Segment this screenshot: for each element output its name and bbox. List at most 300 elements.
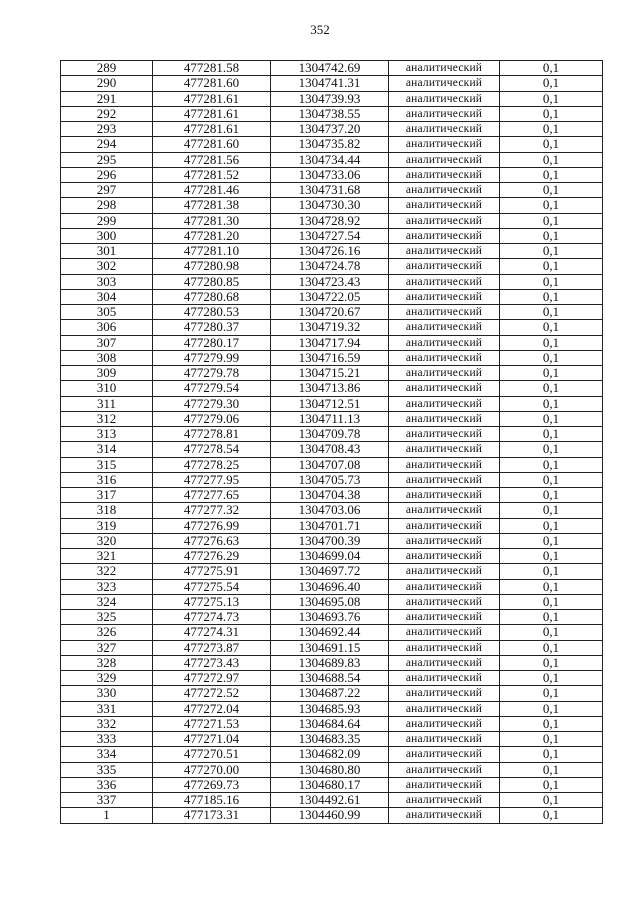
point-number-cell: 290: [61, 76, 153, 91]
x-coordinate-cell: 477281.56: [153, 152, 271, 167]
point-number-cell: 325: [61, 610, 153, 625]
point-number-cell: 317: [61, 488, 153, 503]
x-coordinate-cell: 477281.30: [153, 213, 271, 228]
table-row: [61, 91, 603, 106]
y-coordinate-cell: 1304492.61: [271, 793, 389, 808]
point-number-cell: 313: [61, 427, 153, 442]
y-coordinate-cell: 1304739.93: [271, 91, 389, 106]
point-number-cell: 337: [61, 793, 153, 808]
method-cell: аналитический: [389, 777, 500, 792]
table-row: [61, 808, 603, 823]
accuracy-cell: 0,1: [500, 716, 603, 731]
x-coordinate-cell: 477276.63: [153, 533, 271, 548]
point-number-cell: 306: [61, 320, 153, 335]
y-coordinate-cell: 1304734.44: [271, 152, 389, 167]
y-coordinate-cell: 1304728.92: [271, 213, 389, 228]
accuracy-cell: 0,1: [500, 442, 603, 457]
x-coordinate-cell: 477280.68: [153, 289, 271, 304]
y-coordinate-cell: 1304713.86: [271, 381, 389, 396]
table-row: [61, 320, 603, 335]
table-row: [61, 671, 603, 686]
method-cell: аналитический: [389, 686, 500, 701]
accuracy-cell: 0,1: [500, 427, 603, 442]
accuracy-cell: 0,1: [500, 411, 603, 426]
table-row: [61, 61, 603, 76]
x-coordinate-cell: 477279.99: [153, 350, 271, 365]
y-coordinate-cell: 1304699.04: [271, 549, 389, 564]
x-coordinate-cell: 477281.10: [153, 244, 271, 259]
y-coordinate-cell: 1304692.44: [271, 625, 389, 640]
method-cell: аналитический: [389, 564, 500, 579]
point-number-cell: 322: [61, 564, 153, 579]
y-coordinate-cell: 1304696.40: [271, 579, 389, 594]
y-coordinate-cell: 1304719.32: [271, 320, 389, 335]
table-row: [61, 594, 603, 609]
table-row: [61, 472, 603, 487]
table-row: [61, 549, 603, 564]
table-row: [61, 244, 603, 259]
method-cell: аналитический: [389, 61, 500, 76]
method-cell: аналитический: [389, 747, 500, 762]
point-number-cell: 305: [61, 305, 153, 320]
method-cell: аналитический: [389, 76, 500, 91]
accuracy-cell: 0,1: [500, 640, 603, 655]
accuracy-cell: 0,1: [500, 305, 603, 320]
table-row: [61, 213, 603, 228]
y-coordinate-cell: 1304685.93: [271, 701, 389, 716]
x-coordinate-cell: 477273.87: [153, 640, 271, 655]
coordinates-table: [60, 60, 603, 824]
method-cell: аналитический: [389, 335, 500, 350]
accuracy-cell: 0,1: [500, 686, 603, 701]
point-number-cell: 324: [61, 594, 153, 609]
method-cell: аналитический: [389, 625, 500, 640]
point-number-cell: 331: [61, 701, 153, 716]
x-coordinate-cell: 477275.13: [153, 594, 271, 609]
x-coordinate-cell: 477278.25: [153, 457, 271, 472]
accuracy-cell: 0,1: [500, 701, 603, 716]
x-coordinate-cell: 477280.37: [153, 320, 271, 335]
point-number-cell: 332: [61, 716, 153, 731]
accuracy-cell: 0,1: [500, 61, 603, 76]
y-coordinate-cell: 1304695.08: [271, 594, 389, 609]
x-coordinate-cell: 477281.61: [153, 106, 271, 121]
table-row: [61, 152, 603, 167]
table-row: [61, 259, 603, 274]
accuracy-cell: 0,1: [500, 122, 603, 137]
method-cell: аналитический: [389, 305, 500, 320]
accuracy-cell: 0,1: [500, 732, 603, 747]
point-number-cell: 303: [61, 274, 153, 289]
method-cell: аналитический: [389, 472, 500, 487]
table-row: [61, 381, 603, 396]
accuracy-cell: 0,1: [500, 777, 603, 792]
x-coordinate-cell: 477280.85: [153, 274, 271, 289]
accuracy-cell: 0,1: [500, 655, 603, 670]
x-coordinate-cell: 477272.52: [153, 686, 271, 701]
table-row: [61, 442, 603, 457]
method-cell: аналитический: [389, 411, 500, 426]
x-coordinate-cell: 477281.38: [153, 198, 271, 213]
point-number-cell: 309: [61, 366, 153, 381]
point-number-cell: 323: [61, 579, 153, 594]
point-number-cell: 300: [61, 228, 153, 243]
table-row: [61, 686, 603, 701]
x-coordinate-cell: 477275.91: [153, 564, 271, 579]
y-coordinate-cell: 1304708.43: [271, 442, 389, 457]
y-coordinate-cell: 1304733.06: [271, 167, 389, 182]
y-coordinate-cell: 1304737.20: [271, 122, 389, 137]
point-number-cell: 315: [61, 457, 153, 472]
method-cell: аналитический: [389, 716, 500, 731]
x-coordinate-cell: 477277.95: [153, 472, 271, 487]
method-cell: аналитический: [389, 350, 500, 365]
method-cell: аналитический: [389, 183, 500, 198]
y-coordinate-cell: 1304715.21: [271, 366, 389, 381]
x-coordinate-cell: 477270.00: [153, 762, 271, 777]
accuracy-cell: 0,1: [500, 518, 603, 533]
point-number-cell: 289: [61, 61, 153, 76]
table-row: [61, 106, 603, 121]
table-row: [61, 503, 603, 518]
y-coordinate-cell: 1304683.35: [271, 732, 389, 747]
point-number-cell: 307: [61, 335, 153, 350]
point-number-cell: 304: [61, 289, 153, 304]
accuracy-cell: 0,1: [500, 106, 603, 121]
y-coordinate-cell: 1304726.16: [271, 244, 389, 259]
accuracy-cell: 0,1: [500, 457, 603, 472]
point-number-cell: 316: [61, 472, 153, 487]
page-number: 352: [310, 22, 330, 37]
table-row: [61, 625, 603, 640]
accuracy-cell: 0,1: [500, 350, 603, 365]
method-cell: аналитический: [389, 167, 500, 182]
method-cell: аналитический: [389, 655, 500, 670]
point-number-cell: 296: [61, 167, 153, 182]
method-cell: аналитический: [389, 594, 500, 609]
method-cell: аналитический: [389, 244, 500, 259]
accuracy-cell: 0,1: [500, 564, 603, 579]
y-coordinate-cell: 1304700.39: [271, 533, 389, 548]
accuracy-cell: 0,1: [500, 244, 603, 259]
table-row: [61, 747, 603, 762]
point-number-cell: 321: [61, 549, 153, 564]
y-coordinate-cell: 1304711.13: [271, 411, 389, 426]
point-number-cell: 297: [61, 183, 153, 198]
table-row: [61, 533, 603, 548]
x-coordinate-cell: 477281.61: [153, 122, 271, 137]
table-row: [61, 488, 603, 503]
point-number-cell: 334: [61, 747, 153, 762]
accuracy-cell: 0,1: [500, 472, 603, 487]
y-coordinate-cell: 1304730.30: [271, 198, 389, 213]
table-row: [61, 716, 603, 731]
x-coordinate-cell: 477278.54: [153, 442, 271, 457]
y-coordinate-cell: 1304680.80: [271, 762, 389, 777]
point-number-cell: 327: [61, 640, 153, 655]
y-coordinate-cell: 1304684.64: [271, 716, 389, 731]
table-row: [61, 793, 603, 808]
point-number-cell: 291: [61, 91, 153, 106]
method-cell: аналитический: [389, 549, 500, 564]
point-number-cell: 302: [61, 259, 153, 274]
table-row: [61, 183, 603, 198]
table-row: [61, 777, 603, 792]
accuracy-cell: 0,1: [500, 259, 603, 274]
table-row: [61, 457, 603, 472]
x-coordinate-cell: 477281.46: [153, 183, 271, 198]
method-cell: аналитический: [389, 503, 500, 518]
y-coordinate-cell: 1304712.51: [271, 396, 389, 411]
accuracy-cell: 0,1: [500, 198, 603, 213]
point-number-cell: 314: [61, 442, 153, 457]
accuracy-cell: 0,1: [500, 594, 603, 609]
y-coordinate-cell: 1304705.73: [271, 472, 389, 487]
x-coordinate-cell: 477281.58: [153, 61, 271, 76]
accuracy-cell: 0,1: [500, 320, 603, 335]
y-coordinate-cell: 1304680.17: [271, 777, 389, 792]
accuracy-cell: 0,1: [500, 503, 603, 518]
y-coordinate-cell: 1304741.31: [271, 76, 389, 91]
y-coordinate-cell: 1304707.08: [271, 457, 389, 472]
method-cell: аналитический: [389, 457, 500, 472]
y-coordinate-cell: 1304703.06: [271, 503, 389, 518]
y-coordinate-cell: 1304688.54: [271, 671, 389, 686]
point-number-cell: 299: [61, 213, 153, 228]
accuracy-cell: 0,1: [500, 228, 603, 243]
accuracy-cell: 0,1: [500, 762, 603, 777]
y-coordinate-cell: 1304704.38: [271, 488, 389, 503]
method-cell: аналитический: [389, 91, 500, 106]
method-cell: аналитический: [389, 106, 500, 121]
method-cell: аналитический: [389, 808, 500, 823]
x-coordinate-cell: 477281.52: [153, 167, 271, 182]
accuracy-cell: 0,1: [500, 747, 603, 762]
method-cell: аналитический: [389, 701, 500, 716]
method-cell: аналитический: [389, 274, 500, 289]
method-cell: аналитический: [389, 732, 500, 747]
point-number-cell: 1: [61, 808, 153, 823]
table-row: [61, 350, 603, 365]
method-cell: аналитический: [389, 579, 500, 594]
y-coordinate-cell: 1304722.05: [271, 289, 389, 304]
x-coordinate-cell: 477272.97: [153, 671, 271, 686]
y-coordinate-cell: 1304717.94: [271, 335, 389, 350]
x-coordinate-cell: 477281.20: [153, 228, 271, 243]
point-number-cell: 294: [61, 137, 153, 152]
x-coordinate-cell: 477279.78: [153, 366, 271, 381]
accuracy-cell: 0,1: [500, 808, 603, 823]
method-cell: аналитический: [389, 259, 500, 274]
method-cell: аналитический: [389, 793, 500, 808]
method-cell: аналитический: [389, 640, 500, 655]
y-coordinate-cell: 1304687.22: [271, 686, 389, 701]
table-row: [61, 427, 603, 442]
point-number-cell: 330: [61, 686, 153, 701]
table-row: [61, 701, 603, 716]
x-coordinate-cell: 477277.65: [153, 488, 271, 503]
y-coordinate-cell: 1304701.71: [271, 518, 389, 533]
y-coordinate-cell: 1304723.43: [271, 274, 389, 289]
table-row: [61, 167, 603, 182]
y-coordinate-cell: 1304738.55: [271, 106, 389, 121]
x-coordinate-cell: 477274.73: [153, 610, 271, 625]
x-coordinate-cell: 477279.06: [153, 411, 271, 426]
accuracy-cell: 0,1: [500, 366, 603, 381]
method-cell: аналитический: [389, 610, 500, 625]
method-cell: аналитический: [389, 533, 500, 548]
accuracy-cell: 0,1: [500, 549, 603, 564]
x-coordinate-cell: 477281.60: [153, 76, 271, 91]
point-number-cell: 293: [61, 122, 153, 137]
method-cell: аналитический: [389, 137, 500, 152]
accuracy-cell: 0,1: [500, 91, 603, 106]
accuracy-cell: 0,1: [500, 625, 603, 640]
x-coordinate-cell: 477280.17: [153, 335, 271, 350]
accuracy-cell: 0,1: [500, 381, 603, 396]
point-number-cell: 333: [61, 732, 153, 747]
table-row: [61, 579, 603, 594]
point-number-cell: 308: [61, 350, 153, 365]
accuracy-cell: 0,1: [500, 488, 603, 503]
x-coordinate-cell: 477271.53: [153, 716, 271, 731]
table-row: [61, 640, 603, 655]
method-cell: аналитический: [389, 228, 500, 243]
method-cell: аналитический: [389, 442, 500, 457]
x-coordinate-cell: 477273.43: [153, 655, 271, 670]
coordinates-table-body: [61, 61, 603, 824]
accuracy-cell: 0,1: [500, 76, 603, 91]
y-coordinate-cell: 1304731.68: [271, 183, 389, 198]
x-coordinate-cell: 477272.04: [153, 701, 271, 716]
table-row: [61, 762, 603, 777]
x-coordinate-cell: 477275.54: [153, 579, 271, 594]
accuracy-cell: 0,1: [500, 152, 603, 167]
table-row: [61, 732, 603, 747]
y-coordinate-cell: 1304691.15: [271, 640, 389, 655]
point-number-cell: 328: [61, 655, 153, 670]
accuracy-cell: 0,1: [500, 396, 603, 411]
x-coordinate-cell: 477269.73: [153, 777, 271, 792]
y-coordinate-cell: 1304716.59: [271, 350, 389, 365]
method-cell: аналитический: [389, 198, 500, 213]
accuracy-cell: 0,1: [500, 793, 603, 808]
method-cell: аналитический: [389, 488, 500, 503]
y-coordinate-cell: 1304460.99: [271, 808, 389, 823]
method-cell: аналитический: [389, 396, 500, 411]
point-number-cell: 319: [61, 518, 153, 533]
point-number-cell: 292: [61, 106, 153, 121]
accuracy-cell: 0,1: [500, 289, 603, 304]
point-number-cell: 301: [61, 244, 153, 259]
accuracy-cell: 0,1: [500, 610, 603, 625]
method-cell: аналитический: [389, 320, 500, 335]
table-row: [61, 76, 603, 91]
y-coordinate-cell: 1304682.09: [271, 747, 389, 762]
method-cell: аналитический: [389, 518, 500, 533]
point-number-cell: 310: [61, 381, 153, 396]
point-number-cell: 311: [61, 396, 153, 411]
y-coordinate-cell: 1304697.72: [271, 564, 389, 579]
method-cell: аналитический: [389, 762, 500, 777]
accuracy-cell: 0,1: [500, 335, 603, 350]
point-number-cell: 320: [61, 533, 153, 548]
x-coordinate-cell: 477279.30: [153, 396, 271, 411]
point-number-cell: 335: [61, 762, 153, 777]
table-row: [61, 366, 603, 381]
method-cell: аналитический: [389, 213, 500, 228]
x-coordinate-cell: 477278.81: [153, 427, 271, 442]
table-row: [61, 610, 603, 625]
x-coordinate-cell: 477280.98: [153, 259, 271, 274]
x-coordinate-cell: 477276.99: [153, 518, 271, 533]
method-cell: аналитический: [389, 381, 500, 396]
y-coordinate-cell: 1304742.69: [271, 61, 389, 76]
point-number-cell: 336: [61, 777, 153, 792]
y-coordinate-cell: 1304724.78: [271, 259, 389, 274]
point-number-cell: 318: [61, 503, 153, 518]
method-cell: аналитический: [389, 152, 500, 167]
table-row: [61, 137, 603, 152]
accuracy-cell: 0,1: [500, 671, 603, 686]
accuracy-cell: 0,1: [500, 579, 603, 594]
method-cell: аналитический: [389, 671, 500, 686]
x-coordinate-cell: 477281.60: [153, 137, 271, 152]
x-coordinate-cell: 477173.31: [153, 808, 271, 823]
method-cell: аналитический: [389, 427, 500, 442]
y-coordinate-cell: 1304735.82: [271, 137, 389, 152]
accuracy-cell: 0,1: [500, 137, 603, 152]
table-row: [61, 274, 603, 289]
point-number-cell: 298: [61, 198, 153, 213]
table-row: [61, 228, 603, 243]
table-row: [61, 122, 603, 137]
point-number-cell: 312: [61, 411, 153, 426]
table-row: [61, 518, 603, 533]
accuracy-cell: 0,1: [500, 274, 603, 289]
y-coordinate-cell: 1304689.83: [271, 655, 389, 670]
table-row: [61, 564, 603, 579]
accuracy-cell: 0,1: [500, 533, 603, 548]
method-cell: аналитический: [389, 366, 500, 381]
y-coordinate-cell: 1304693.76: [271, 610, 389, 625]
y-coordinate-cell: 1304720.67: [271, 305, 389, 320]
x-coordinate-cell: 477281.61: [153, 91, 271, 106]
table-row: [61, 289, 603, 304]
point-number-cell: 329: [61, 671, 153, 686]
x-coordinate-cell: 477270.51: [153, 747, 271, 762]
y-coordinate-cell: 1304727.54: [271, 228, 389, 243]
x-coordinate-cell: 477185.16: [153, 793, 271, 808]
point-number-cell: 326: [61, 625, 153, 640]
table-row: [61, 335, 603, 350]
method-cell: аналитический: [389, 122, 500, 137]
accuracy-cell: 0,1: [500, 183, 603, 198]
method-cell: аналитический: [389, 289, 500, 304]
accuracy-cell: 0,1: [500, 213, 603, 228]
x-coordinate-cell: 477271.04: [153, 732, 271, 747]
accuracy-cell: 0,1: [500, 167, 603, 182]
table-row: [61, 411, 603, 426]
table-row: [61, 655, 603, 670]
table-row: [61, 305, 603, 320]
x-coordinate-cell: 477280.53: [153, 305, 271, 320]
table-row: [61, 198, 603, 213]
x-coordinate-cell: 477274.31: [153, 625, 271, 640]
x-coordinate-cell: 477277.32: [153, 503, 271, 518]
table-row: [61, 396, 603, 411]
point-number-cell: 295: [61, 152, 153, 167]
